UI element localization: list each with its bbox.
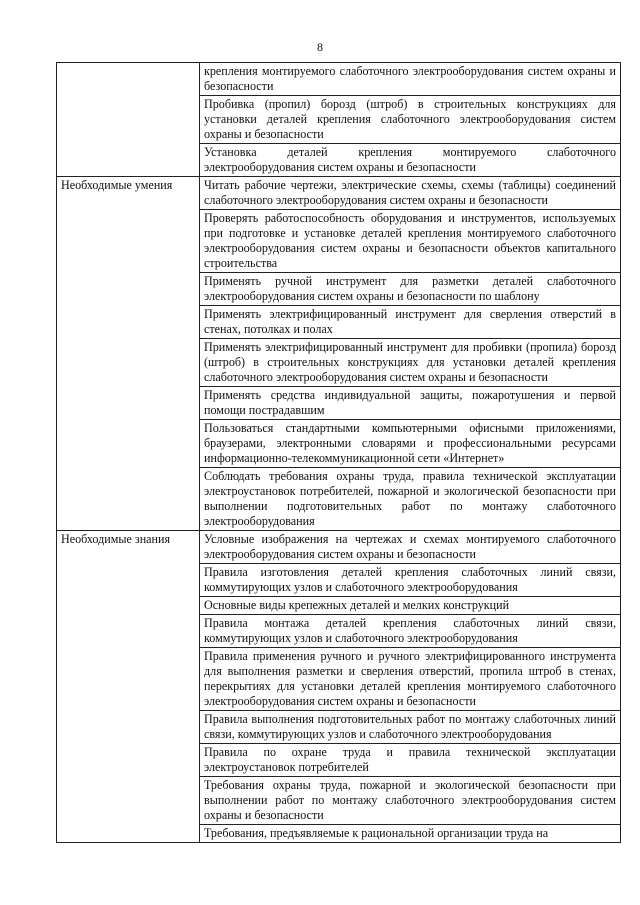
requirement-cell: Правила по охране труда и правила технической эксплуатации электроустановок потребителей bbox=[200, 744, 621, 777]
table-row bbox=[57, 531, 621, 564]
requirements-table-body bbox=[57, 63, 621, 843]
requirements-table bbox=[56, 62, 621, 843]
requirement-cell: Применять средства индивидуальной защиты, пожаротушения и первой помощи пострадавшим bbox=[200, 387, 621, 420]
requirement-cell: Пользоваться стандартными компьютерными офисными приложениями, браузерами, электронными словарями и профессиональными ресурсами информационно-телекоммуникационной сети «Интернет» bbox=[200, 420, 621, 468]
requirement-cell: Требования охраны труда, пожарной и экологической безопасности при выполнении работ по монтажу слаботочного электрооборудования систем охраны и безопасности bbox=[200, 777, 621, 825]
requirement-cell: Проверять работоспособность оборудования и инструментов, используемых при подготовке и установке деталей крепления монтируемого слаботочного электрооборудования систем охраны и безопасности объектов капитального строительства bbox=[200, 210, 621, 273]
category-cell: Необходимые умения bbox=[57, 177, 200, 531]
category-cell bbox=[57, 63, 200, 177]
requirement-cell: Правила изготовления деталей крепления слаботочных линий связи, коммутирующих узлов и слаботочного электрооборудования bbox=[200, 564, 621, 597]
requirement-cell: Применять электрифицированный инструмент для сверления отверстий в стенах, потолках и полах bbox=[200, 306, 621, 339]
requirement-cell: Соблюдать требования охраны труда, правила технической эксплуатации электроустановок потребителей, пожарной и экологической безопасности при выполнении подготовительных работ по монтажу слаботочного электрооборудования bbox=[200, 468, 621, 531]
requirement-cell: Читать рабочие чертежи, электрические схемы, схемы (таблицы) соединений слаботочного электрооборудования систем охраны и безопасности bbox=[200, 177, 621, 210]
page-number: 8 bbox=[317, 40, 323, 54]
requirement-cell: Пробивка (пропил) борозд (штроб) в строительных конструкциях для установки деталей крепления слаботочного электрооборудования систем охраны и безопасности bbox=[200, 96, 621, 144]
requirement-cell: Требования, предъявляемые к рациональной организации труда на bbox=[200, 825, 621, 843]
table-row bbox=[57, 63, 621, 96]
requirement-cell: Основные виды крепежных деталей и мелких конструкций bbox=[200, 597, 621, 615]
table-row bbox=[57, 177, 621, 210]
requirement-cell: Установка деталей крепления монтируемого слаботочного электрооборудования систем охраны и безопасности bbox=[200, 144, 621, 177]
requirement-cell: Правила выполнения подготовительных работ по монтажу слаботочных линий связи, коммутирующих узлов и слаботочного электрооборудования bbox=[200, 711, 621, 744]
requirement-cell: Правила применения ручного и ручного электрифицированного инструмента для выполнения разметки и сверления отверстий, пропила штроб в стенах, перекрытиях для установки деталей крепления монтируемого слаботочного электрооборудования систем охраны и безопасности bbox=[200, 648, 621, 711]
category-cell: Необходимые знания bbox=[57, 531, 200, 843]
requirement-cell: крепления монтируемого слаботочного электрооборудования систем охраны и безопасности bbox=[200, 63, 621, 96]
requirement-cell: Условные изображения на чертежах и схемах монтируемого слаботочного электрооборудования систем охраны и безопасности bbox=[200, 531, 621, 564]
requirement-cell: Правила монтажа деталей крепления слаботочных линий связи, коммутирующих узлов и слаботочного электрооборудования bbox=[200, 615, 621, 648]
requirement-cell: Применять ручной инструмент для разметки деталей слаботочного электрооборудования систем охраны и безопасности по шаблону bbox=[200, 273, 621, 306]
requirement-cell: Применять электрифицированный инструмент для пробивки (пропила) борозд (штроб) в строительных конструкциях для установки деталей крепления слаботочного электрооборудования систем охраны и безопасности bbox=[200, 339, 621, 387]
